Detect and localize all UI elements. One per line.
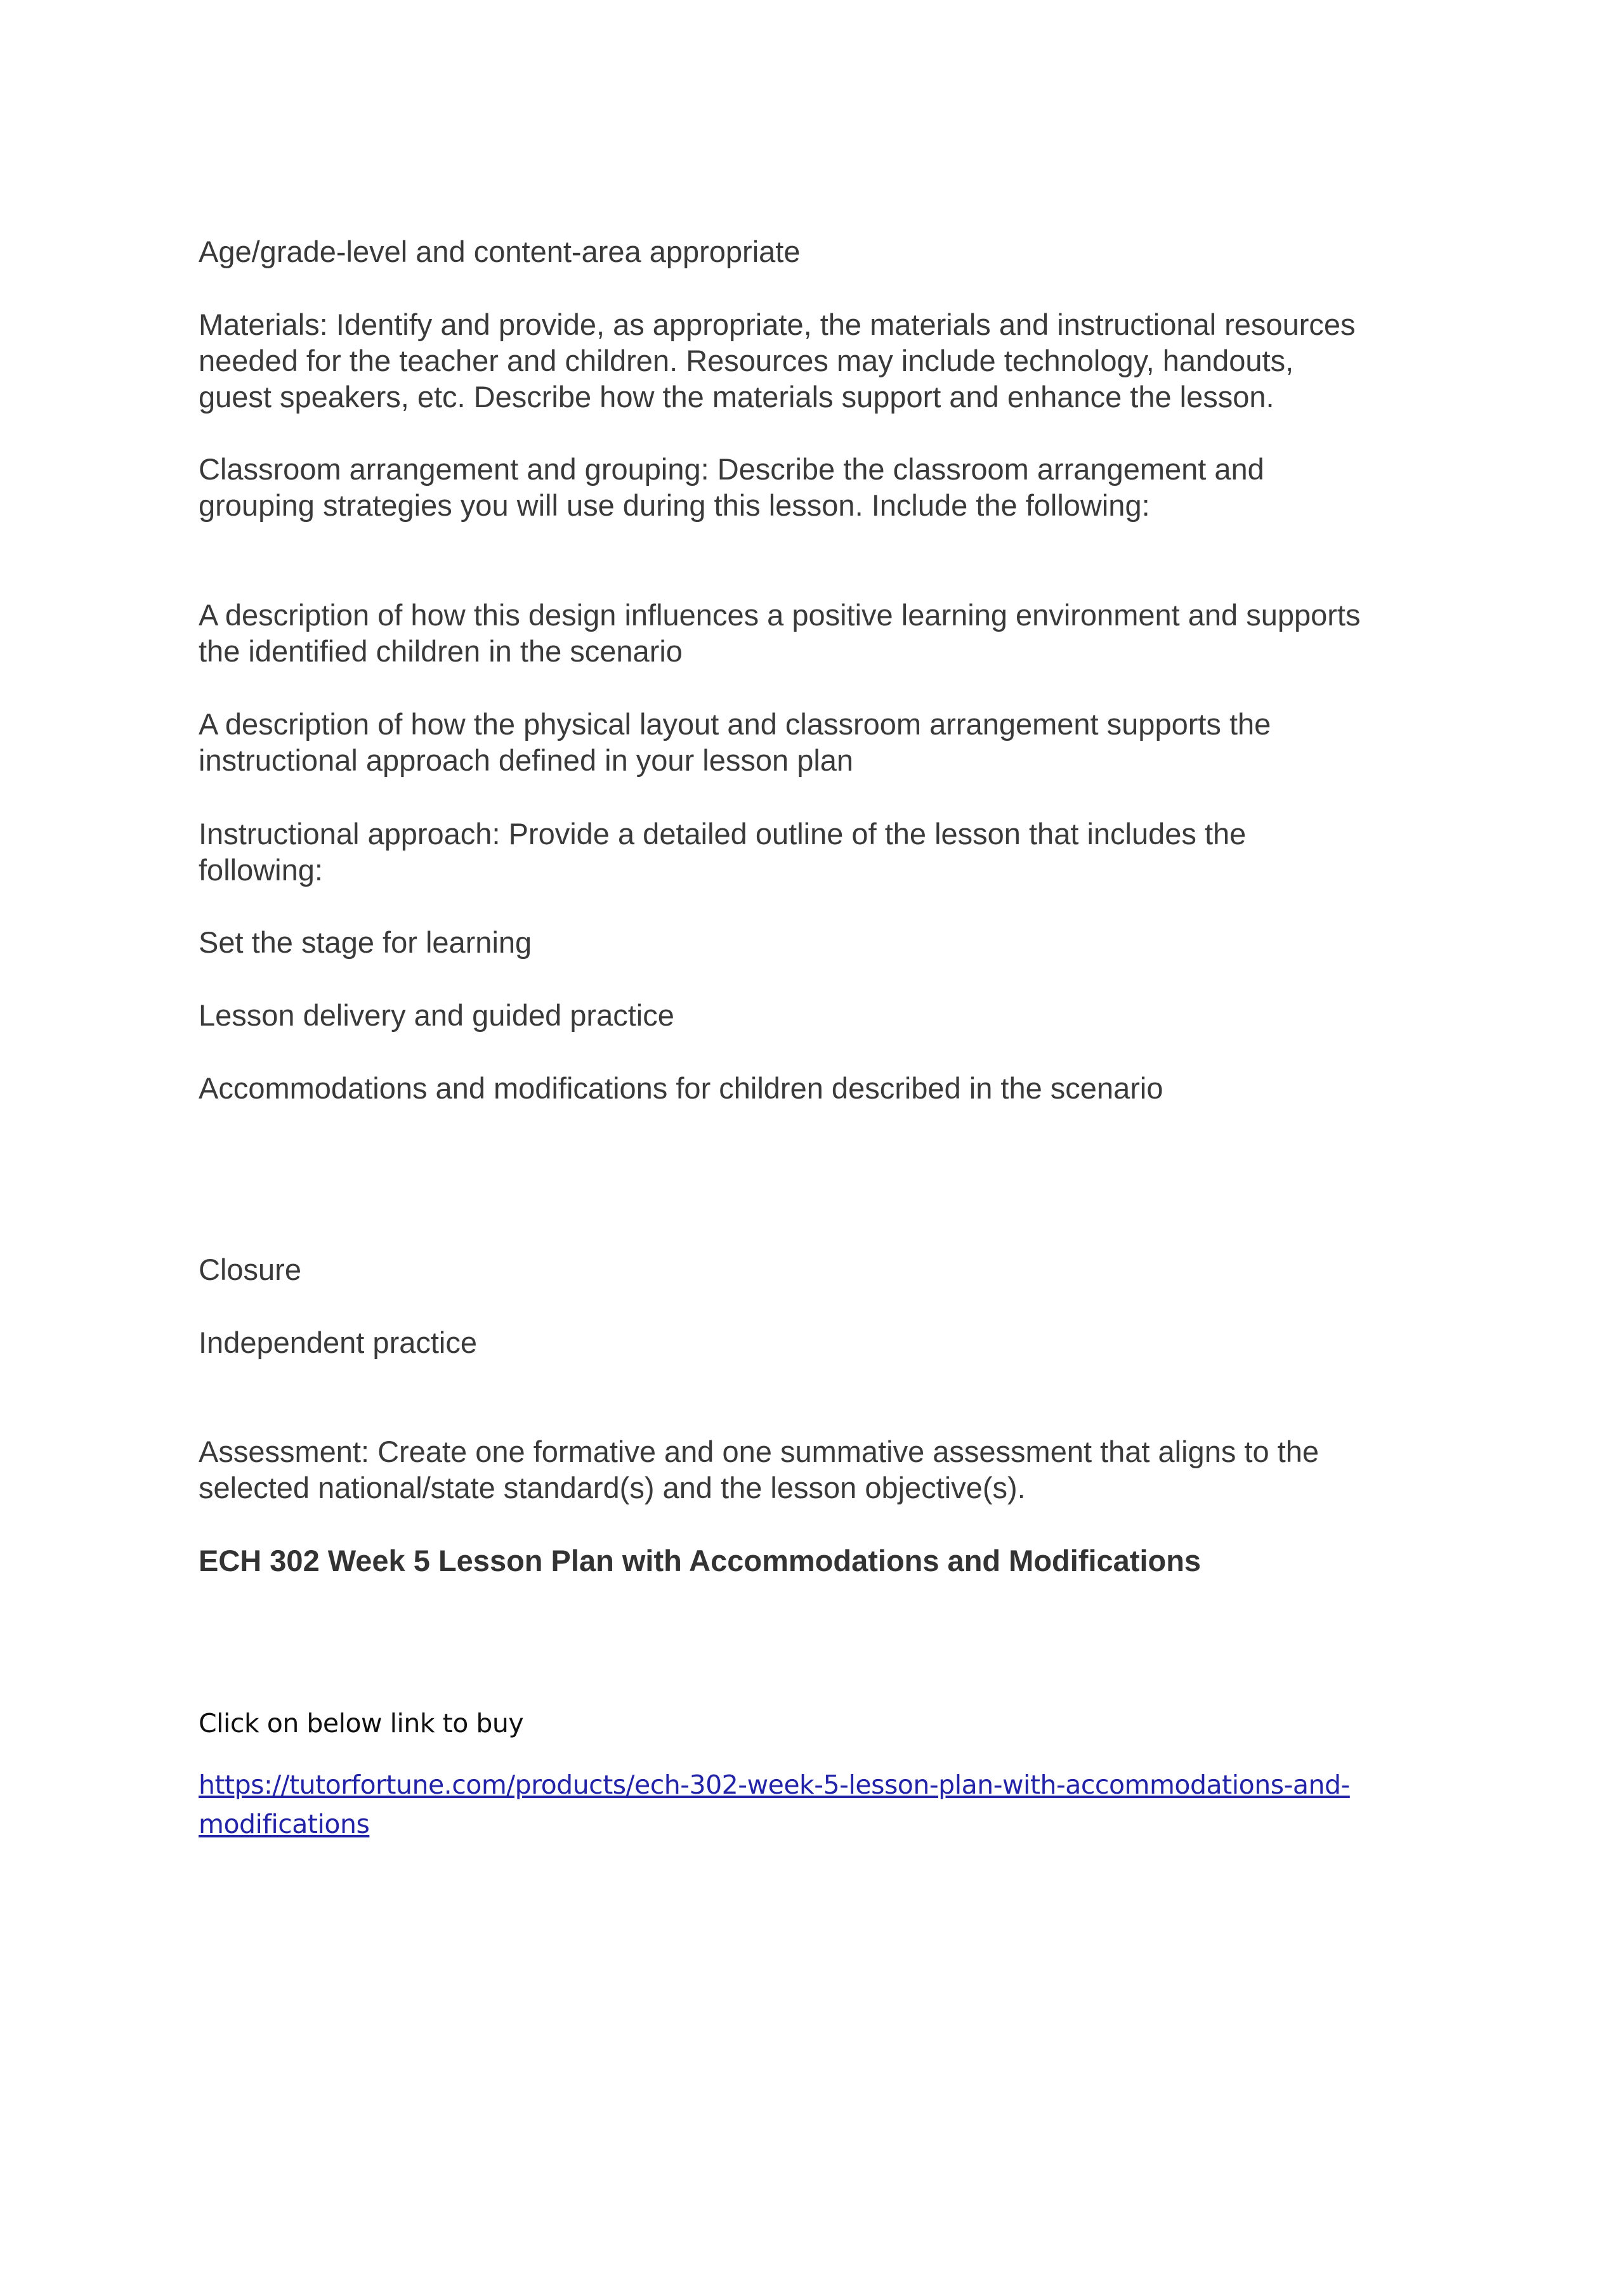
- paragraph-materials: Materials: Identify and provide, as appropriate, the materials and instructional resources needed for the teacher and children. Resources may include technology, handouts, guest speakers, etc. Describe how the materials support and enhance the lesson.: [199, 308, 1356, 414]
- paragraph-closure: Closure: [199, 1253, 301, 1286]
- paragraph-independent-practice: Independent practice: [199, 1326, 477, 1359]
- paragraph-accommodations: Accommodations and modifications for children described in the scenario: [199, 1071, 1163, 1105]
- paragraph-assessment: Assessment: Create one formative and one summative assessment that aligns to the selected national/state standard(s) and the lesson objective(s).: [199, 1435, 1319, 1504]
- paragraph-age-grade-level: Age/grade-level and content-area appropriate: [199, 235, 801, 268]
- paragraph-instructional-approach: Instructional approach: Provide a detailed outline of the lesson that includes the following:: [199, 817, 1247, 887]
- buy-link[interactable]: https://tutorfortune.com/products/ech-302-week-5-lesson-plan-with-accommodations-and- modifications: [199, 1770, 1350, 1839]
- paragraph-positive-learning-environment: A description of how this design influences a positive learning environment and supports the identified children in the scenario: [199, 598, 1361, 668]
- buy-prompt: Click on below link to buy: [199, 1708, 524, 1738]
- paragraph-classroom-arrangement: Classroom arrangement and grouping: Describe the classroom arrangement and grouping strategies you will use during this lesson. Include the following:: [199, 452, 1264, 522]
- paragraph-physical-layout: A description of how the physical layout and classroom arrangement supports the instructional approach defined in your lesson plan: [199, 707, 1271, 777]
- document-heading: ECH 302 Week 5 Lesson Plan with Accommodations and Modifications: [199, 1544, 1202, 1577]
- paragraph-lesson-delivery: Lesson delivery and guided practice: [199, 998, 674, 1032]
- paragraph-set-the-stage: Set the stage for learning: [199, 925, 532, 959]
